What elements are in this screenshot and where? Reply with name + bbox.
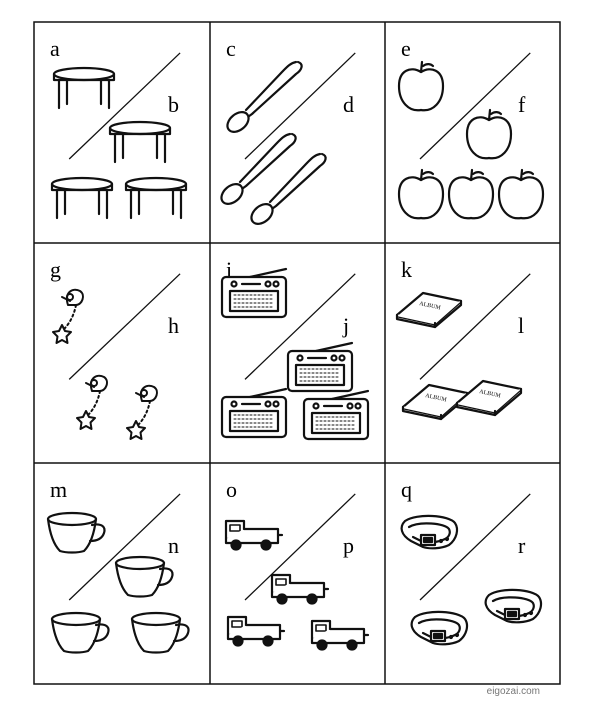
belt-icon: [402, 516, 457, 548]
key-icon: [53, 290, 83, 343]
spoon-icon: [224, 62, 302, 136]
album-cover-label: ALBUM: [418, 301, 442, 312]
singular-letter: g: [50, 257, 61, 282]
apple-icon: [399, 62, 443, 110]
truck-icon: [272, 575, 328, 604]
singular-letter: m: [50, 477, 68, 502]
cell-belt: [401, 477, 541, 644]
key-icon: [77, 376, 107, 429]
plural-letter: f: [518, 92, 526, 117]
singular-letter: q: [401, 477, 412, 502]
plural-letter: d: [343, 92, 354, 117]
radio-icon: [288, 343, 352, 391]
singular-letter: i: [226, 257, 233, 282]
belt-icon: [412, 612, 467, 644]
cell-truck: [226, 477, 368, 650]
key-icon: [127, 386, 157, 439]
cup-icon: [52, 613, 109, 653]
plural-letter: p: [343, 533, 354, 558]
plural-letter: l: [518, 313, 525, 338]
album-cover-label: ALBUM: [424, 393, 448, 404]
cell-table: [50, 36, 186, 218]
cup-icon: [132, 613, 189, 653]
apple-icon: [467, 110, 511, 158]
plural-letter: j: [343, 313, 350, 338]
singular-letter: k: [401, 257, 412, 282]
truck-icon: [228, 617, 284, 646]
site-credit: eigozai.com: [486, 686, 540, 697]
table-icon: [54, 68, 114, 108]
table-icon: [126, 178, 186, 218]
cell-apple: [399, 36, 543, 218]
singular-letter: c: [226, 36, 236, 61]
plural-letter: h: [168, 313, 179, 338]
truck-icon: [226, 521, 282, 550]
apple-icon: [499, 170, 543, 218]
apple-icon: [399, 170, 443, 218]
cell-cup: [48, 477, 189, 653]
spoon-icon: [218, 134, 296, 208]
album-icon: [397, 293, 461, 327]
cell-radio: [222, 257, 368, 439]
singular-letter: o: [226, 477, 237, 502]
table-icon: [110, 122, 170, 162]
spoon-icon: [248, 154, 326, 228]
cup-icon: [48, 513, 105, 553]
table-icon: [52, 178, 112, 218]
cell-key: [50, 257, 180, 439]
radio-icon: [304, 391, 368, 439]
singular-letter: a: [50, 36, 60, 61]
album-icon: [457, 381, 521, 415]
belt-icon: [486, 590, 541, 622]
cell-album: [397, 257, 530, 419]
cup-icon: [116, 557, 173, 597]
radio-icon: [222, 269, 286, 317]
truck-icon: [312, 621, 368, 650]
radio-icon: [222, 389, 286, 437]
singular-letter: e: [401, 36, 411, 61]
album-cover-label: ALBUM: [478, 389, 502, 400]
plural-letter: r: [518, 533, 526, 558]
apple-icon: [449, 170, 493, 218]
plural-letter: b: [168, 92, 179, 117]
plural-letter: n: [168, 533, 179, 558]
cell-spoon: [218, 36, 356, 228]
diagonal-divider: [69, 274, 180, 380]
